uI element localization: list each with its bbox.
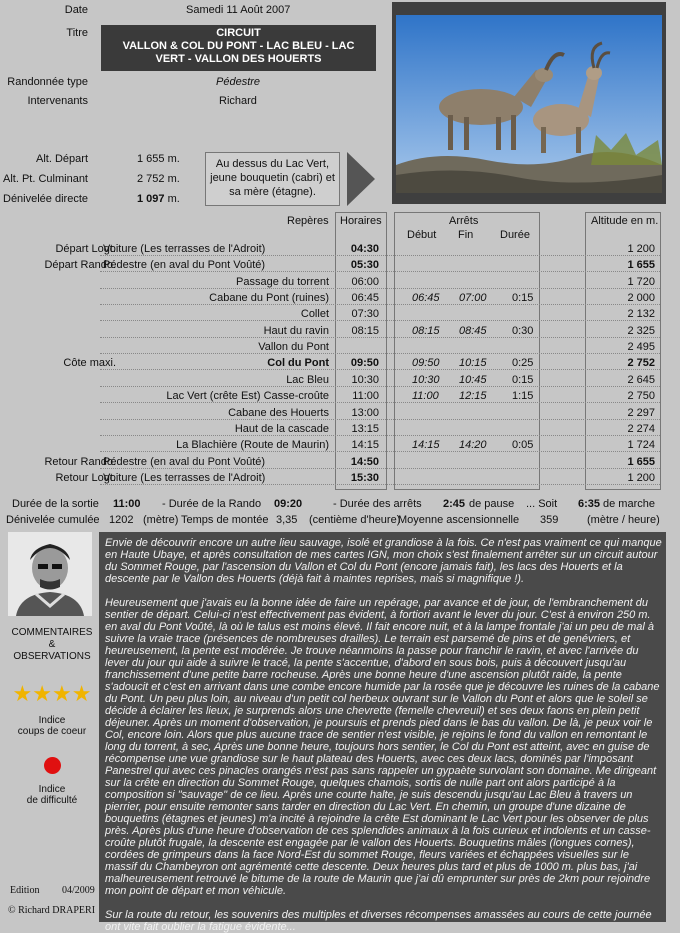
comment-paragraph-3: Sur la route du retour, les souvenirs des multiples et diverses récompenses amassées au cours de cette journée ont vite fait oublier la fatigue évidente... [105, 909, 652, 933]
comments-panel [99, 532, 666, 933]
intervenants-value: Richard [219, 95, 257, 107]
altitude-value: 2 325 [627, 324, 655, 337]
time-value: 14:50 [350, 455, 379, 468]
marche-label: de marche [603, 498, 655, 510]
stop-duration: 0:15 [512, 292, 534, 305]
stop-start: 06:45 [412, 292, 440, 305]
stage-label: Côte maxi. [63, 357, 116, 370]
table-row [0, 388, 680, 404]
table-row [0, 241, 680, 257]
indice-coeur-label [8, 715, 96, 737]
difficulty-dot-icon [44, 757, 61, 774]
indice-diff-line-2: de difficulté [26, 795, 78, 806]
indice-difficulte-label [8, 784, 96, 806]
indice-coeur-line-2: coups de coeur [17, 726, 87, 737]
place-name: Collet [300, 308, 329, 321]
time-value: 06:45 [351, 292, 379, 305]
type-value: Pédestre [216, 76, 261, 88]
place-name: La Blachière (Route de Maurin) [176, 439, 329, 452]
ibex-photo [392, 2, 666, 204]
altitude-value: 1 655 [627, 455, 655, 468]
commentaires-title [8, 627, 96, 663]
deniv-label: Dénivelée directe [3, 193, 88, 205]
altitude-value: 1 200 [627, 471, 655, 484]
row-divider [100, 435, 660, 436]
title-line-1: CIRCUIT [216, 27, 261, 39]
soit-label: ... Soit [526, 498, 558, 510]
time-value: 08:15 [351, 324, 379, 337]
header-duree: Durée [500, 229, 530, 241]
soit-value: 6:35 [578, 498, 601, 510]
altitude-value: 1 724 [627, 439, 655, 452]
stop-duration: 0:05 [512, 439, 534, 452]
left-sidebar [8, 532, 96, 806]
row-divider [100, 304, 660, 305]
altitude-value: 2 297 [627, 406, 655, 419]
moyenne-label: Moyenne ascensionnelle [398, 514, 520, 526]
stop-duration: 0:15 [512, 373, 534, 386]
time-value: 13:00 [351, 406, 379, 419]
header-reperes: Repères [287, 215, 329, 227]
pointer-arrow-icon [347, 152, 375, 206]
metre-heure-label: (mètre / heure) [587, 514, 660, 526]
title-line-2: VALLON & COL DU PONT - LAC BLEU - LAC [122, 40, 355, 52]
alt-culm-label: Alt. Pt. Culminant [3, 173, 88, 185]
place-name: Voiture (Les terrasses de l'Adroit) [103, 471, 266, 484]
row-divider [100, 419, 660, 420]
moyenne-value: 359 [540, 514, 559, 526]
ampersand-line: & [48, 639, 56, 650]
table-row [0, 274, 680, 290]
table-row [0, 355, 680, 371]
deniv-cumul-label: Dénivelée cumulée [6, 514, 100, 526]
table-row [0, 290, 680, 306]
date-value: Samedi 11 Août 2007 [186, 4, 291, 16]
altitude-value: 2 645 [627, 373, 655, 386]
row-divider [100, 337, 660, 338]
table-row [0, 372, 680, 388]
time-value: 10:30 [351, 373, 379, 386]
altitude-value: 1 720 [627, 275, 655, 288]
stage-label: Retour Rando. [44, 455, 116, 468]
alt-depart-label: Alt. Départ [36, 153, 88, 165]
altitude-value: 2 495 [627, 341, 655, 354]
duree-rando-label: - Durée de la Rando [162, 498, 262, 510]
deniv-unit: m. [167, 193, 180, 205]
date-label: Date [64, 4, 88, 16]
table-row [0, 323, 680, 339]
place-name: Pédestre (en aval du Pont Voûté) [103, 259, 266, 272]
row-divider [100, 320, 660, 321]
altitude-value: 1 200 [627, 243, 655, 255]
stop-start: 08:15 [412, 324, 440, 337]
row-divider [100, 353, 660, 354]
coup-de-coeur-stars-icon: ★★★★ [12, 681, 92, 706]
author-portrait [8, 532, 92, 616]
table-row [0, 454, 680, 470]
stage-label: Départ Logt. [55, 243, 116, 255]
titre-label: Titre [66, 27, 88, 39]
place-name: Voiture (Les terrasses de l'Adroit) [103, 243, 266, 255]
altitude-value: 2 132 [627, 308, 655, 321]
stop-end: 14:20 [459, 439, 487, 452]
table-row [0, 257, 680, 273]
stage-label: Retour Logt. [55, 471, 116, 484]
place-name: Haut du ravin [263, 324, 329, 337]
metre-label: (mètre) [143, 514, 179, 526]
table-row [0, 421, 680, 437]
altitude-value: 2 752 [627, 357, 655, 370]
copyright: © Richard DRAPERI [8, 905, 96, 916]
centieme-label: (centième d'heure) [309, 514, 401, 526]
deniv-number: 1 097 [137, 193, 165, 205]
stop-start: 09:50 [412, 357, 440, 370]
table-row [0, 470, 680, 486]
time-value: 13:15 [351, 422, 379, 435]
header-altitude: Altitude en m. [591, 215, 659, 227]
stop-end: 10:45 [459, 373, 487, 386]
time-value: 09:50 [350, 357, 379, 370]
comment-paragraph-1: Envie de découvrir encore un autre lieu sauvage, isolé et grandiose à la fois. Ce n'est pas vraiment ce qui manque en Haute Ubaye, et après consultation de mes cartes IGN, mon choix s'est finalement arrêter sur un circuit autour du Sommet Rouge, par l'ascension du Vallon et Col du Pont (encore jamais fait), les lacs des Houerts et la descente par le Vallon des Houerts (déjà fait à maintes reprises, mais si magnifique !). [105, 537, 662, 585]
stop-end: 12:15 [459, 390, 487, 403]
intervenants-label: Intervenants [27, 95, 88, 107]
time-value: 04:30 [350, 243, 379, 255]
duree-rando-value: 09:20 [274, 498, 303, 510]
time-value: 11:00 [352, 390, 379, 403]
altitude-value: 2 000 [627, 292, 655, 305]
table-row [0, 405, 680, 421]
indice-coeur-line-1: Indice [38, 715, 66, 726]
stop-duration: 0:25 [512, 357, 534, 370]
altitude-value: 2 274 [627, 422, 655, 435]
title-line-3: VERT - VALLON DES HOUERTS [155, 53, 322, 65]
header-horaires: Horaires [340, 215, 382, 227]
stop-start: 10:30 [412, 373, 440, 386]
comment-paragraph-2: Heureusement que j'avais eu la bonne idée de faire un repérage, par avance et de jour, de l'embranchement du sentier de départ. Celui-ci n'est effectivement pas évident, à fortiori avant le lever du jour. C'est à environ 250 m. en aval du Pont Voûté, là où le talus est moins élevé. Il fait encore nuit, et à la lampe frontale j'ai un peu de mal à suivre la vraie trace (présences de nombreuses drailles). Le terrain est parsemé de pins et de genévriers, et heureusement, la pente est modérée. Je trouve néanmoins la passe pour franchir le ravin, et avec l'arrivée du lever du jour qui aide à suivre le tracé, la pente s'accentue, d'abord en sous bois, puis à découvert jusqu'au franchissement d'une petite barre rocheuse. Après une bonne heure d'une ascension plutôt raide, la pente s'adoucit et c'est en arrivant dans une combe encore humide par la rosée que je découvre les ruines de la cabane du Pont. Un peu plus loin, au niveau d'un petit col herbeux ouvrant sur le Vallon du Pont et alors que le soleil se décide à éclairer les lieux, je surprends alors une chevrette (femelle chevreuil) et ses deux faons en plein petit déjeuner. Après un moment d'observation, je poursuis et prends pied dans le bas du vallon. De là, je peux voir le Col, encore loin. Alors que plus aucune trace de sentier n'est visible, je rejoins le fond du vallon en remontant le long du torrent, à sec, Après une bonne heure, toujours hors sentier, le Col du Pont est atteint, avec en guise de récompense une vue grandiose sur le haut plateau des Houerts, avec ces deux lacs, dominés par l'imposant Panestrel qui avec ces pinacles orangés n'est pas sans rappeler un gypaète survolant son domaine. Me dirigeant sur la crête en direction du Sommet Rouge, quelques chamois, sortis de nulle part ont alors participé à la composition si "sauvage" de ce lieu. Après une courte halte, je suis descendu jusqu'au Lac Bleu à travers un pierrier, pour ensuite remonter sans tarder en direction du Lac Vert. En chemin, un groupe d'une dizaine de bouquetins (étagnes et jeunes) m'a incité à rejoindre la crête Est dominant le Lac Vert pour les observer de plus près. Après plus d'une heure d'observation de ces splendides animaux à la fois curieux et indolents et un casse-croûte plutôt frugale, la descente est engagée par le vallon des Houerts. Bouquetins mâles (longues cornes), cordées de grimpeurs dans la face Nord-Est du sommet Rouge, fleurs variées et échappées visuelles sur le massif du Chambeyron ont agrémenté cette descente. Deux heures plus tard et plus de 1000 m. plus bas, j'ai malheureusement retrouvé le bitume de la route de Maurin que j'ai dû emprunter sur près de 2km pour rejoindre mon point de départ et mon véhicule. [105, 597, 660, 897]
time-value: 14:15 [351, 439, 379, 452]
duree-sortie-label: Durée de la sortie [12, 498, 99, 510]
stop-duration: 0:30 [512, 324, 534, 337]
observations-line: OBSERVATIONS [13, 651, 91, 662]
alt-depart-value: 1 655 m. [137, 153, 180, 165]
duree-arrets-value: 2:45 [443, 498, 466, 510]
place-name: Haut de la cascade [234, 422, 329, 435]
duree-sortie-value: 11:00 [113, 498, 141, 510]
place-name: Pédestre (en aval du Pont Voûté) [103, 455, 266, 468]
place-name: Vallon du Pont [258, 341, 329, 354]
pause-label: de pause [469, 498, 515, 510]
stop-end: 07:00 [459, 292, 487, 305]
table-row [0, 339, 680, 355]
type-label: Randonnée type [7, 76, 88, 88]
row-divider [100, 386, 660, 387]
time-value: 15:30 [350, 471, 379, 484]
ibex-photo-image [396, 15, 662, 193]
summary-row-1 [0, 496, 680, 512]
photo-caption: Au dessus du Lac Vert, jeune bouquetin (cabri) et sa mère (étagne). [205, 152, 340, 206]
altitude-value: 1 655 [627, 259, 655, 272]
stop-start: 14:15 [412, 439, 440, 452]
stage-label: Départ Rando. [44, 259, 116, 272]
table-row [0, 306, 680, 322]
time-value: 07:30 [351, 308, 379, 321]
row-divider [100, 369, 660, 370]
temps-montee-label: Temps de montée [181, 514, 269, 526]
time-value: 05:30 [350, 259, 379, 272]
place-name: Lac Bleu [286, 373, 329, 386]
place-name: Cabane des Houerts [228, 406, 329, 419]
edition-value: 04/2009 [62, 885, 95, 896]
alt-culm-value: 2 752 m. [137, 173, 180, 185]
deniv-cumul-value: 1202 [109, 514, 134, 526]
commentaires-line: COMMENTAIRES [11, 627, 93, 638]
time-value: 06:00 [351, 275, 379, 288]
altitude-value: 2 750 [627, 390, 655, 403]
place-name: Cabane du Pont (ruines) [209, 292, 329, 305]
temps-montee-value: 3,35 [276, 514, 298, 526]
title-box [101, 25, 376, 71]
place-name: Col du Pont [267, 357, 329, 370]
place-name: Lac Vert (crête Est) Casse-croûte [166, 390, 329, 403]
indice-diff-line-1: Indice [38, 784, 66, 795]
duree-arrets-label: - Durée des arrêts [333, 498, 422, 510]
header-debut: Début [407, 229, 437, 241]
stop-start: 11:00 [412, 390, 439, 403]
place-name: Passage du torrent [236, 275, 329, 288]
header-fin: Fin [458, 229, 474, 241]
row-divider [100, 288, 660, 289]
table-row [0, 437, 680, 453]
stop-duration: 1:15 [512, 390, 534, 403]
stop-end: 10:15 [459, 357, 487, 370]
stop-end: 08:45 [459, 324, 487, 337]
summary-row-2 [0, 512, 680, 528]
deniv-value [137, 193, 180, 205]
header-arrets: Arrêts [449, 215, 479, 227]
edition-label: Edition [10, 885, 40, 896]
